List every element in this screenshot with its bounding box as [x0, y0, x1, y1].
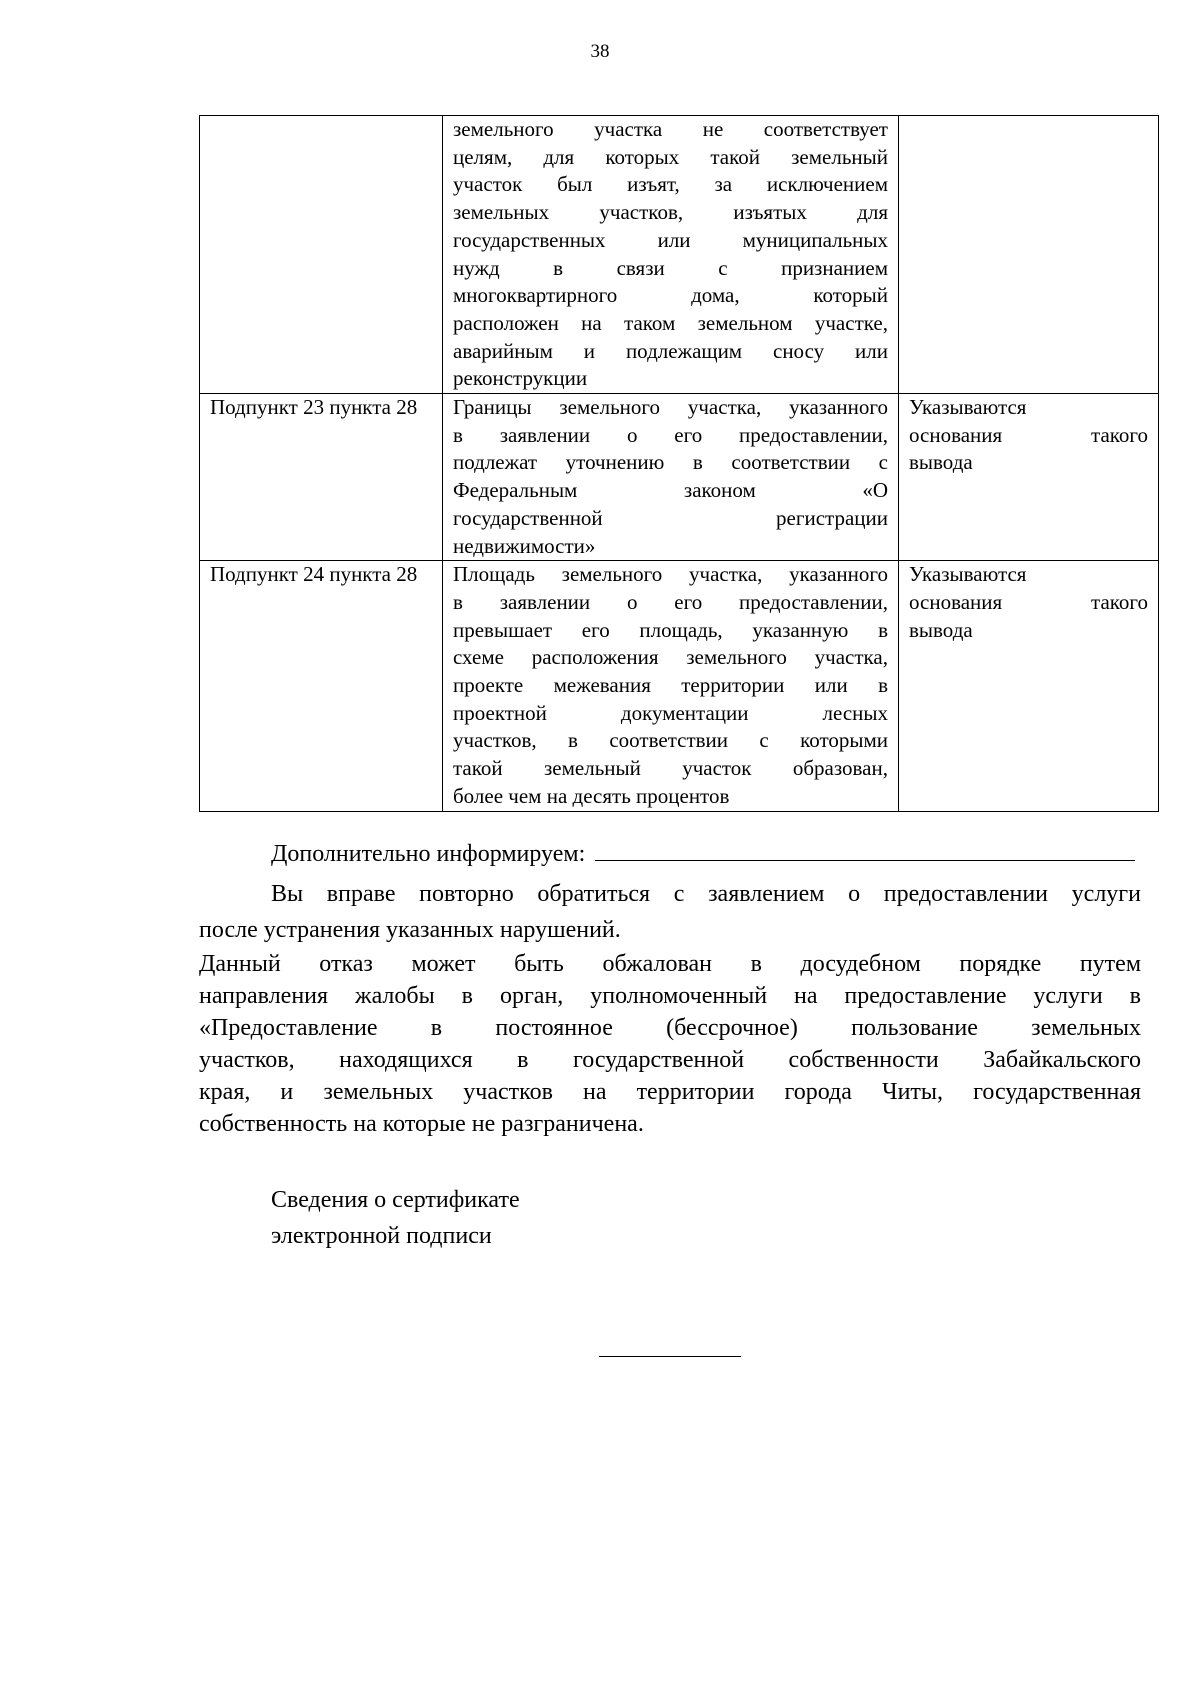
reason-line: в заявлении о его предоставлении,: [453, 589, 888, 614]
paragraph-line: Вы вправе повторно обратиться с заявлением о предоставлении услуги: [271, 881, 1141, 907]
paragraph-line: Данный отказ может быть обжалован в досудебном порядке путем: [199, 951, 1141, 977]
additional-info-line: [271, 836, 1200, 870]
reason-line: аварийным и подлежащим сносу или: [453, 338, 888, 363]
reference-cell: [200, 116, 443, 394]
reason-line: расположен на таком земельном участке,: [453, 310, 888, 335]
repeat-application-paragraph: [199, 878, 1141, 946]
reason-line: Границы земельного участка, указанного: [453, 395, 888, 420]
additional-info-label: Дополнительно информируем:: [271, 841, 586, 867]
reason-line: участок был изъят, за исключением: [453, 172, 888, 197]
reason-line: превышает его площадь, указанную в: [453, 617, 888, 642]
paragraph-line: края, и земельных участков на территории города Читы, государственная: [199, 1079, 1141, 1105]
fill-in-blank-line: [595, 836, 1135, 861]
signature-line: Сведения о сертификате: [271, 1187, 520, 1213]
explanation-line: вывода: [909, 450, 973, 475]
reason-line: целям, для которых такой земельный: [453, 144, 888, 169]
appeal-paragraph: [199, 948, 1141, 1140]
explanation-line: Указываются: [909, 395, 1027, 420]
end-of-document-rule: [599, 1356, 741, 1357]
reason-line: более чем на десять процентов: [453, 783, 730, 808]
reason-line: такой земельный участок образован,: [453, 756, 888, 781]
reason-line: в заявлении о его предоставлении,: [453, 422, 888, 447]
reason-line: государственных или муниципальных: [453, 227, 888, 252]
signature-certificate-block: [271, 1182, 520, 1254]
explanation-cell: [899, 561, 1159, 811]
table-row: [200, 394, 1159, 561]
refusal-reasons-table: [199, 115, 1159, 812]
reason-line: нужд в связи с признанием: [453, 255, 888, 280]
reason-line: участков, в соответствии с которыми: [453, 728, 888, 753]
reason-line: Площадь земельного участка, указанного: [453, 562, 888, 587]
reason-line: недвижимости»: [453, 533, 596, 558]
reason-line: реконструкции: [453, 366, 588, 391]
explanation-line: вывода: [909, 617, 973, 642]
page-number: 38: [590, 41, 610, 62]
paragraph-line: собственность на которые не разграничена.: [199, 1111, 644, 1137]
table-row: [200, 561, 1159, 811]
reason-line: земельных участков, изъятых для: [453, 200, 888, 225]
explanation-cell: [899, 394, 1159, 561]
table-row: [200, 116, 1159, 394]
reason-line: проекте межевания территории или в: [453, 673, 888, 698]
paragraph-line: участков, находящихся в государственной собственности Забайкальского: [199, 1047, 1141, 1073]
paragraph-line: после устранения указанных нарушений.: [199, 917, 621, 943]
explanation-cell: [899, 116, 1159, 394]
reference-cell: Подпункт 23 пункта 28: [200, 394, 443, 561]
paragraph-line: направления жалобы в орган, уполномоченный на предоставление услуги в: [199, 983, 1141, 1009]
reason-cell: [443, 394, 899, 561]
reason-cell: [443, 561, 899, 811]
paragraph-line: «Предоставление в постоянное (бессрочное) пользование земельных: [199, 1015, 1141, 1041]
reason-line: многоквартирного дома, который: [453, 283, 888, 308]
explanation-line: основания такого: [909, 422, 1148, 447]
explanation-line: Указываются: [909, 562, 1027, 587]
reference-cell: Подпункт 24 пункта 28: [200, 561, 443, 811]
reason-cell: [443, 116, 899, 394]
reason-line: Федеральным законом «О: [453, 478, 888, 503]
signature-line: электронной подписи: [271, 1223, 492, 1249]
explanation-line: основания такого: [909, 589, 1148, 614]
reason-line: схеме расположения земельного участка,: [453, 645, 888, 670]
reason-line: земельного участка не соответствует: [453, 117, 888, 141]
reason-line: государственной регистрации: [453, 505, 888, 530]
reason-line: подлежат уточнению в соответствии с: [453, 450, 888, 475]
reason-line: проектной документации лесных: [453, 700, 888, 725]
